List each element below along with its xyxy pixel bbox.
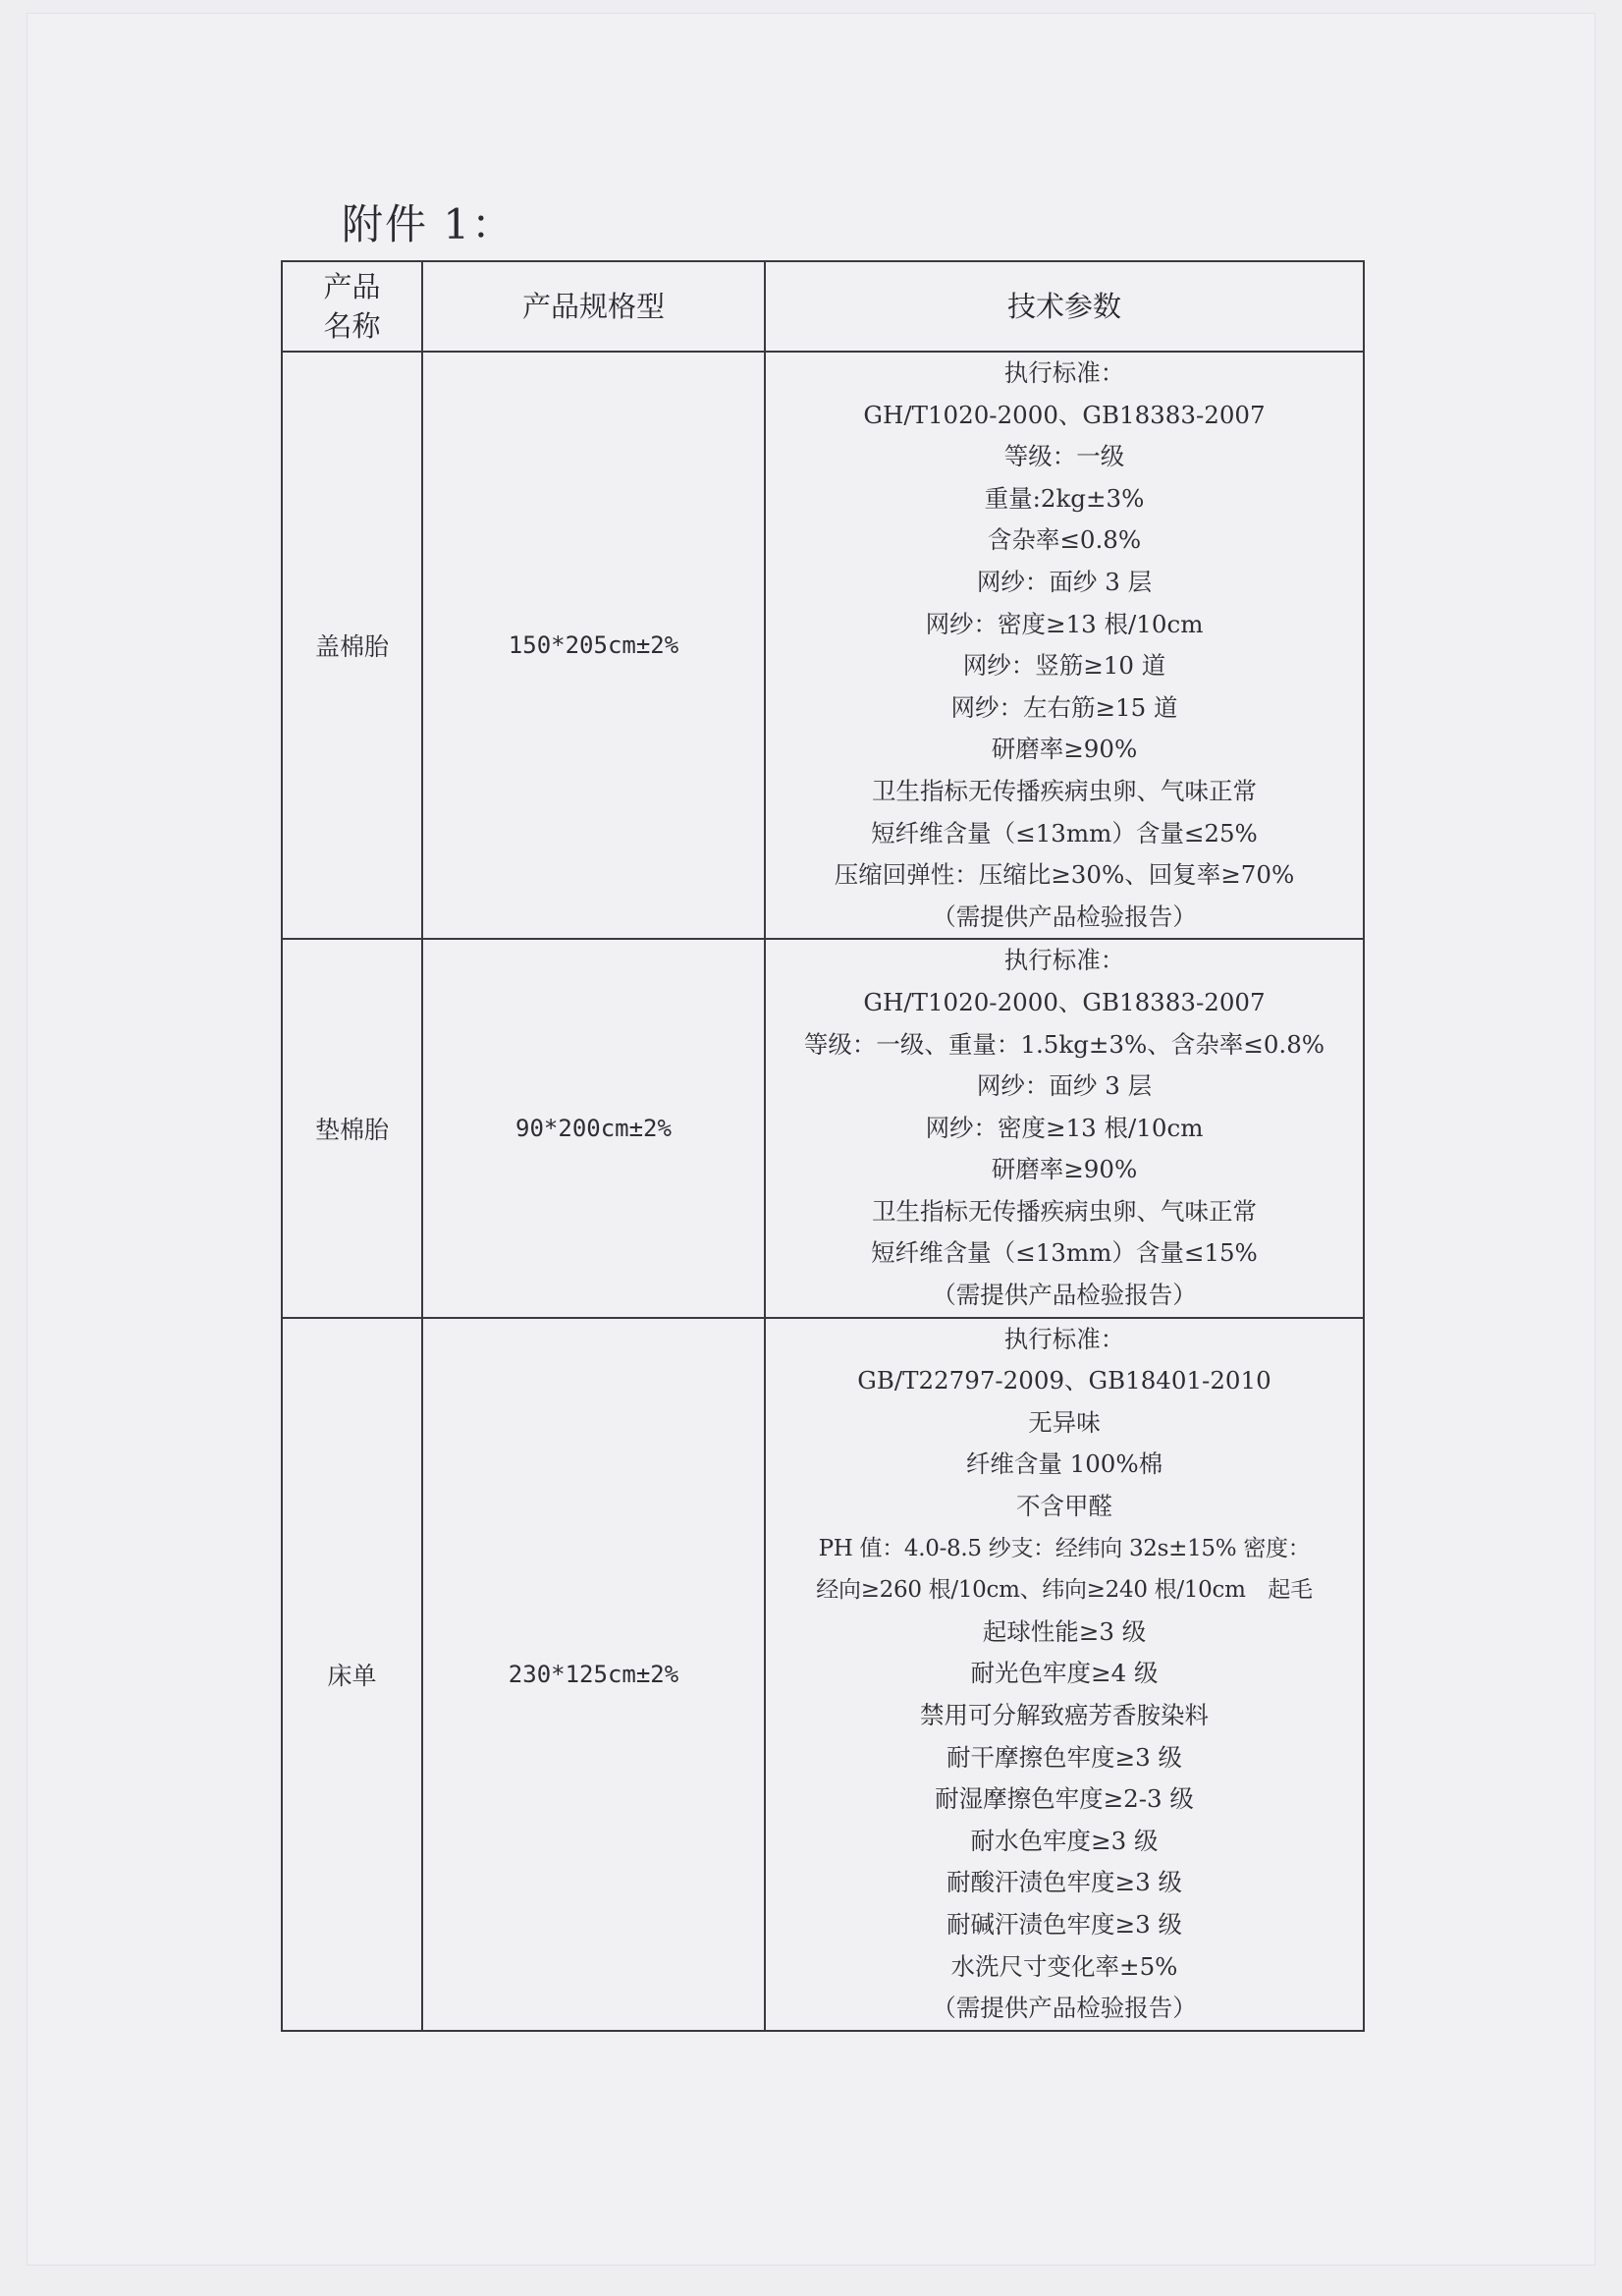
param-line: 起球性能≥3 级: [982, 1616, 1147, 1646]
header-tech-params: 技术参数: [765, 261, 1364, 352]
param-line: 纤维含量 100%棉: [965, 1449, 1163, 1479]
table-row-mattress-batting: [282, 939, 1364, 1317]
table-header-row: [282, 261, 1364, 352]
param-line: 短纤维含量（≤13mm）含量≤25%: [871, 818, 1258, 847]
param-line: 压缩回弹性：压缩比≥30%、回复率≥70%: [834, 860, 1295, 890]
header-product-spec: 产品规格型: [422, 261, 765, 352]
tech-params-cell: [765, 939, 1364, 1317]
param-line: 耐水色牢度≥3 级: [970, 1826, 1159, 1855]
product-spec-cell: 230*125cm±2%: [422, 1318, 765, 2031]
param-line: 无异味: [1028, 1407, 1101, 1437]
param-line: 卫生指标无传播疾病虫卵、气味正常: [872, 776, 1257, 805]
product-name-cell: 床单: [282, 1318, 422, 2031]
table-row-quilt-batting: [282, 352, 1364, 939]
param-line: 卫生指标无传播疾病虫卵、气味正常: [872, 1196, 1257, 1226]
product-name-cell: 垫棉胎: [282, 939, 422, 1317]
param-line: 执行标准：: [1003, 1324, 1125, 1353]
param-line: 禁用可分解致癌芳香胺染料: [920, 1701, 1209, 1729]
product-spec-cell: 150*205cm±2%: [422, 352, 765, 939]
param-line: 短纤维含量（≤13mm）含量≤15%: [871, 1238, 1258, 1268]
param-line: 研磨率≥90%: [991, 735, 1138, 764]
param-line: 经向≥260 根/10cm、纬向≥240 根/10cm 起毛: [816, 1577, 1313, 1604]
param-line: 执行标准：: [1003, 946, 1125, 975]
param-line: GH/T1020-2000、GB18383-2007: [863, 400, 1266, 429]
table-row-bed-sheet: [282, 1318, 1364, 2031]
param-line: 网纱：面纱 3 层: [976, 567, 1153, 596]
param-line: 重量:2kg±3%: [984, 483, 1145, 513]
param-line: 研磨率≥90%: [991, 1155, 1138, 1184]
param-line: 耐碱汗渍色牢度≥3 级: [946, 1909, 1182, 1939]
product-spec-table: [281, 260, 1365, 2032]
param-line: （需提供产品检验报告）: [932, 1994, 1197, 2023]
param-line: 网纱：密度≥13 根/10cm: [925, 609, 1204, 638]
param-line: 网纱：竖筋≥10 道: [962, 651, 1166, 681]
attachment-heading: 附件 1：: [342, 200, 515, 248]
tech-params-cell: [765, 1318, 1364, 2031]
param-line: （需提供产品检验报告）: [932, 1281, 1197, 1310]
product-name-cell: 盖棉胎: [282, 352, 422, 939]
param-line: 水洗尺寸变化率±5%: [950, 1951, 1178, 1981]
param-line: PH 值：4.0-8.5 纱支：经纬向 32s±15% 密度：: [818, 1535, 1311, 1561]
param-line: 等级：一级: [1003, 442, 1125, 471]
param-line: 网纱：左右筋≥15 道: [950, 692, 1178, 722]
param-line: （需提供产品检验报告）: [932, 902, 1197, 931]
param-line: 执行标准：: [1003, 358, 1125, 387]
param-line: 网纱：密度≥13 根/10cm: [925, 1113, 1204, 1142]
tech-params-cell: [765, 352, 1364, 939]
header-product-name-text: 产品名称: [323, 270, 381, 343]
param-line: GH/T1020-2000、GB18383-2007: [863, 987, 1266, 1016]
param-line: 等级：一级、重量：1.5kg±3%、含杂率≤0.8%: [803, 1029, 1325, 1059]
param-line: 耐干摩擦色牢度≥3 级: [946, 1742, 1182, 1772]
param-line: 含杂率≤0.8%: [987, 525, 1142, 555]
param-line: 耐光色牢度≥4 级: [970, 1659, 1159, 1688]
param-line: 不含甲醛: [1016, 1492, 1112, 1521]
param-line: GB/T22797-2009、GB18401-2010: [857, 1366, 1271, 1395]
header-product-name: [282, 261, 422, 352]
product-spec-cell: 90*200cm±2%: [422, 939, 765, 1317]
param-line: 网纱：面纱 3 层: [976, 1071, 1153, 1101]
param-line: 耐湿摩擦色牢度≥2-3 级: [935, 1784, 1194, 1814]
param-line: 耐酸汗渍色牢度≥3 级: [946, 1868, 1182, 1897]
